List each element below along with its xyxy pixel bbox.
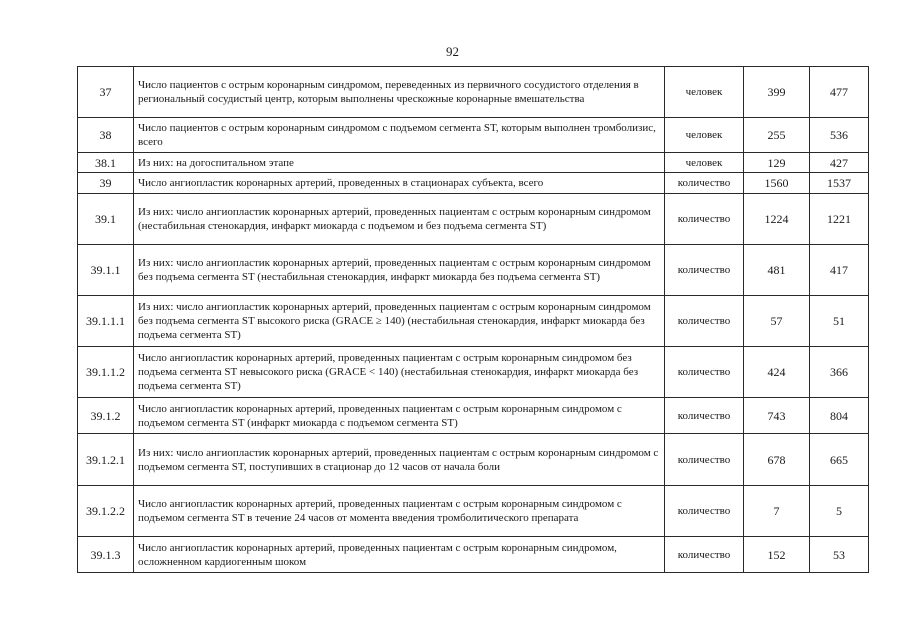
row-unit: количество [665, 434, 744, 486]
row-unit: количество [665, 173, 744, 194]
statistics-table [77, 66, 869, 573]
row-value-1: 255 [744, 118, 810, 153]
row-value-1: 424 [744, 347, 810, 398]
row-description: Число ангиопластик коронарных артерий, проведенных пациентам с острым коронарным синдромом без подъема сегмента ST невысокого риска (GRACE < 140) (нестабильная стенокардия, инфаркт миокарда без подъема сегмента ST) [134, 347, 665, 398]
row-number: 39.1.2 [78, 398, 134, 434]
row-value-1: 743 [744, 398, 810, 434]
row-value-2: 536 [810, 118, 869, 153]
row-number: 39.1.2.2 [78, 486, 134, 537]
row-description: Из них: число ангиопластик коронарных артерий, проведенных пациентам с острым коронарным синдромом без подъема сегмента ST высокого риска (GRACE ≥ 140) (нестабильная стенокардия, инфаркт миокарда без подъема сегмента ST) [134, 296, 665, 347]
row-value-2: 53 [810, 537, 869, 573]
row-value-1: 481 [744, 245, 810, 296]
row-value-2: 804 [810, 398, 869, 434]
row-value-1: 678 [744, 434, 810, 486]
row-description: Число пациентов с острым коронарным синдромом с подъемом сегмента ST, которым выполнен тромболизис, всего [134, 118, 665, 153]
row-number: 39 [78, 173, 134, 194]
row-unit: количество [665, 296, 744, 347]
row-value-2: 1221 [810, 194, 869, 245]
row-unit: количество [665, 347, 744, 398]
row-number: 39.1.1 [78, 245, 134, 296]
table-row [78, 296, 869, 347]
row-value-1: 399 [744, 67, 810, 118]
row-description: Число ангиопластик коронарных артерий, проведенных пациентам с острым коронарным синдромом с подъемом сегмента ST в течение 24 часов от момента введения тромболитического препарата [134, 486, 665, 537]
table-row [78, 173, 869, 194]
table-row [78, 434, 869, 486]
table-row [78, 537, 869, 573]
row-unit: количество [665, 194, 744, 245]
table-row [78, 118, 869, 153]
row-description: Из них: число ангиопластик коронарных артерий, проведенных пациентам с острым коронарным синдромом с подъемом сегмента ST, поступивших в стационар до 12 часов от начала боли [134, 434, 665, 486]
row-number: 39.1.1.1 [78, 296, 134, 347]
table-row [78, 194, 869, 245]
row-unit: количество [665, 486, 744, 537]
row-unit: количество [665, 537, 744, 573]
table-row [78, 153, 869, 173]
table-row [78, 67, 869, 118]
table-row [78, 245, 869, 296]
table-row [78, 347, 869, 398]
row-description: Из них: число ангиопластик коронарных артерий, проведенных пациентам с острым коронарным синдромом без подъема сегмента ST (нестабильная стенокардия, инфаркт миокарда без подъема сегмента ST) [134, 245, 665, 296]
row-unit: человек [665, 153, 744, 173]
table-row [78, 398, 869, 434]
row-unit: количество [665, 245, 744, 296]
row-description: Число ангиопластик коронарных артерий, проведенных в стационарах субъекта, всего [134, 173, 665, 194]
row-value-1: 7 [744, 486, 810, 537]
row-number: 37 [78, 67, 134, 118]
row-value-2: 477 [810, 67, 869, 118]
row-value-2: 51 [810, 296, 869, 347]
row-value-2: 427 [810, 153, 869, 173]
row-value-1: 57 [744, 296, 810, 347]
row-number: 38 [78, 118, 134, 153]
row-description: Число пациентов с острым коронарным синдромом, переведенных из первичного сосудистого отделения в региональный сосудистый центр, которым выполнены чрескожные коронарные вмешательства [134, 67, 665, 118]
row-value-1: 1560 [744, 173, 810, 194]
page-number: 92 [446, 44, 459, 59]
row-description: Из них: на догоспитальном этапе [134, 153, 665, 173]
row-value-2: 366 [810, 347, 869, 398]
row-value-1: 129 [744, 153, 810, 173]
row-description: Число ангиопластик коронарных артерий, проведенных пациентам с острым коронарным синдромом с подъемом сегмента ST (инфаркт миокарда с подъемом сегмента ST) [134, 398, 665, 434]
row-value-2: 665 [810, 434, 869, 486]
row-number: 39.1.3 [78, 537, 134, 573]
row-unit: количество [665, 398, 744, 434]
row-number: 39.1.1.2 [78, 347, 134, 398]
row-unit: человек [665, 67, 744, 118]
row-value-2: 5 [810, 486, 869, 537]
row-description: Число ангиопластик коронарных артерий, проведенных пациентам с острым коронарным синдромом, осложненном кардиогенным шоком [134, 537, 665, 573]
row-number: 39.1 [78, 194, 134, 245]
row-unit: человек [665, 118, 744, 153]
row-value-2: 1537 [810, 173, 869, 194]
row-description: Из них: число ангиопластик коронарных артерий, проведенных пациентам с острым коронарным синдромом (нестабильная стенокардия, инфаркт миокарда с подъемом и без подъема сегмента ST) [134, 194, 665, 245]
row-number: 38.1 [78, 153, 134, 173]
row-number: 39.1.2.1 [78, 434, 134, 486]
table-row [78, 486, 869, 537]
row-value-1: 1224 [744, 194, 810, 245]
row-value-1: 152 [744, 537, 810, 573]
row-value-2: 417 [810, 245, 869, 296]
